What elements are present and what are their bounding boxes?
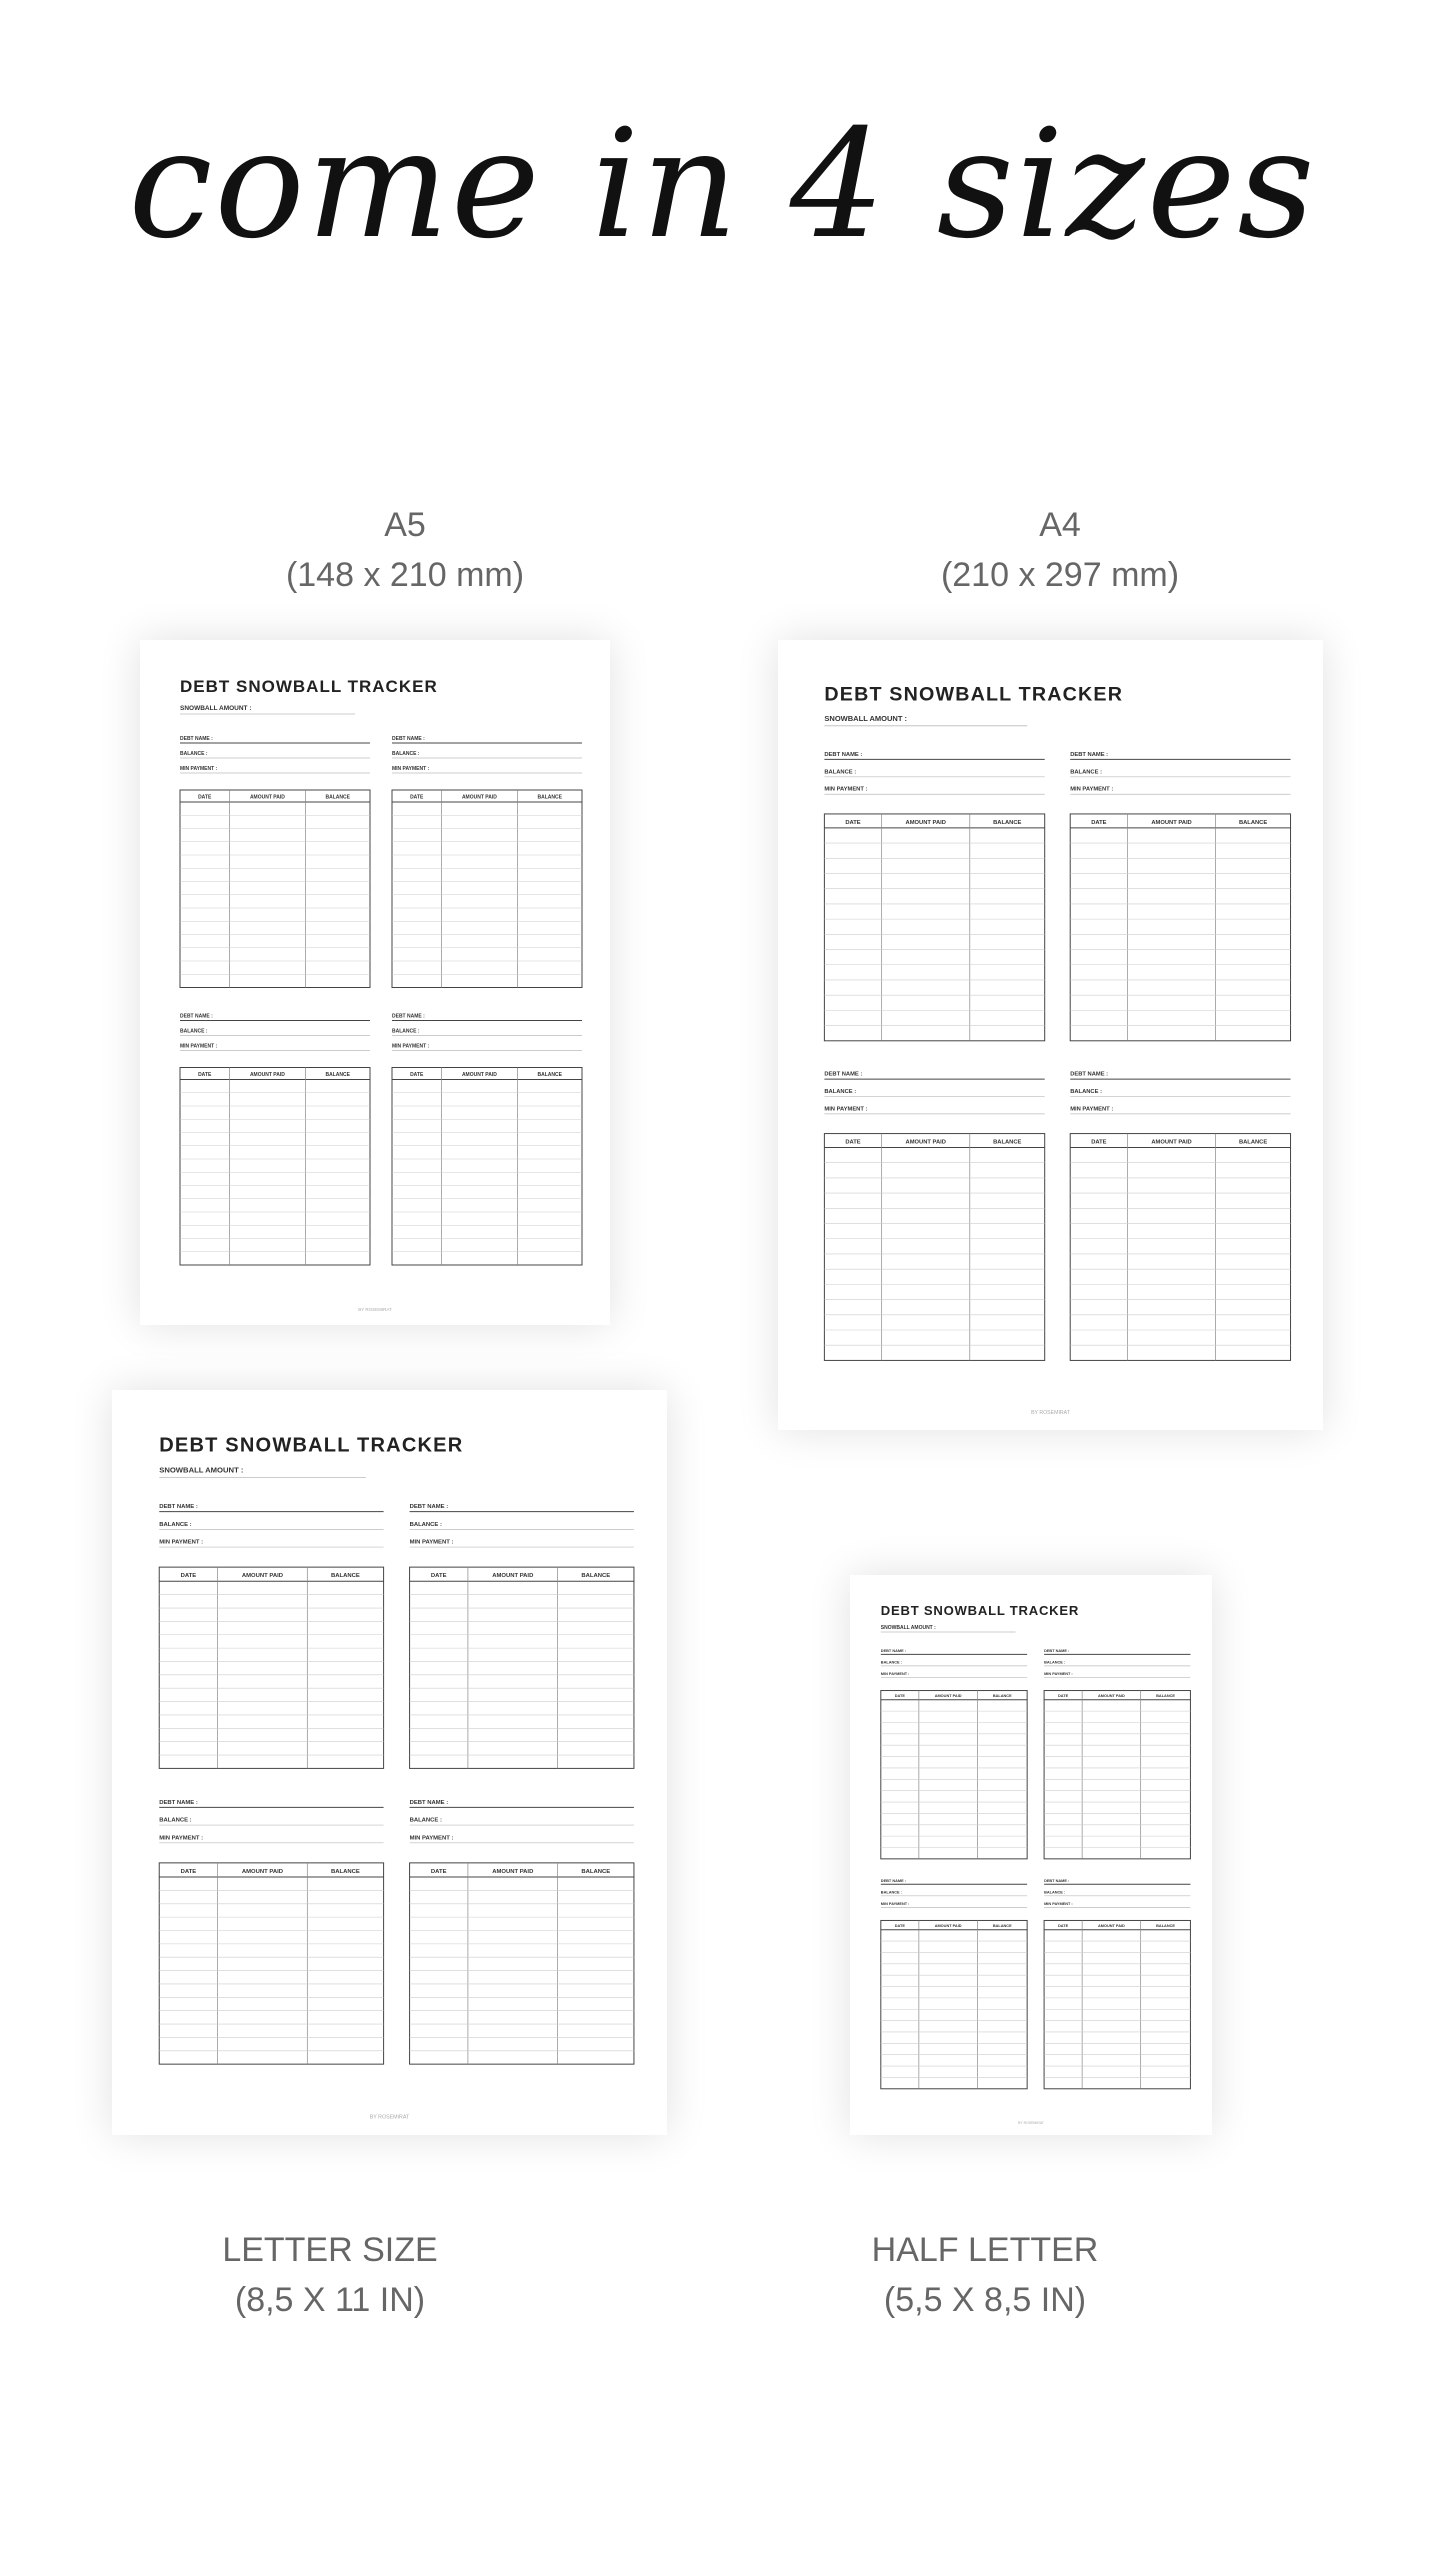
debt-field-label: DEBT NAME :: [180, 1013, 213, 1020]
col-amount-paid: AMOUNT PAID: [461, 1072, 497, 1078]
col-balance: BALANCE: [325, 794, 350, 801]
debt-field-label: MIN PAYMENT :: [1070, 1106, 1114, 1113]
snowball-amount-label: SNOWBALL AMOUNT :: [159, 1465, 244, 1475]
col-amount-paid: AMOUNT PAID: [249, 794, 285, 801]
tracker-footer: BY ROSEMIRAT: [1031, 1409, 1070, 1416]
size-label-a4: [910, 500, 1210, 600]
debt-field-label: MIN PAYMENT :: [824, 1106, 868, 1113]
debt-field-label: DEBT NAME :: [1044, 1649, 1070, 1654]
tracker-title: DEBT SNOWBALL TRACKER: [824, 683, 1124, 706]
debt-field-label: MIN PAYMENT :: [159, 1539, 204, 1546]
debt-field-label: MIN PAYMENT :: [159, 1835, 204, 1842]
debt-field-label: BALANCE :: [824, 769, 857, 776]
col-balance: BALANCE: [537, 794, 562, 801]
debt-field-label: MIN PAYMENT :: [880, 1902, 910, 1907]
size-name: A5: [384, 506, 426, 544]
col-balance: BALANCE: [325, 1072, 350, 1078]
size-dims: (148 x 210 mm): [285, 556, 525, 594]
tracker-page: [850, 1575, 1212, 2135]
col-amount-paid: AMOUNT PAID: [461, 794, 497, 801]
debt-field-label: BALANCE :: [409, 1817, 442, 1824]
col-amount-paid: AMOUNT PAID: [1097, 1924, 1125, 1929]
col-amount-paid: AMOUNT PAID: [934, 1694, 962, 1699]
col-balance: BALANCE: [1156, 1694, 1175, 1699]
debt-field-label: BALANCE :: [1070, 769, 1103, 776]
col-amount-paid: AMOUNT PAID: [1097, 1694, 1125, 1699]
payment-table: [1044, 1691, 1190, 1859]
sheet-half-letter: [850, 1575, 1212, 2135]
debt-field-label: DEBT NAME :: [824, 751, 863, 758]
debt-field-label: BALANCE :: [180, 751, 208, 757]
debt-field-label: DEBT NAME :: [1070, 751, 1109, 758]
col-amount-paid: AMOUNT PAID: [1151, 1139, 1192, 1146]
col-date: DATE: [180, 1573, 197, 1580]
debt-field-label: BALANCE :: [824, 1088, 857, 1095]
col-amount-paid: AMOUNT PAID: [249, 1072, 285, 1078]
tracker-page: [778, 640, 1323, 1430]
debt-field-label: MIN PAYMENT :: [180, 1043, 218, 1050]
tracker-page: [112, 1390, 667, 2135]
col-date: DATE: [1058, 1694, 1069, 1699]
payment-table: [180, 790, 370, 988]
payment-table: [392, 790, 582, 988]
debt-field-label: DEBT NAME :: [392, 736, 425, 742]
col-amount-paid: AMOUNT PAID: [1151, 819, 1192, 826]
size-name: LETTER SIZE: [222, 2231, 438, 2269]
col-date: DATE: [894, 1924, 905, 1929]
size-name: HALF LETTER: [871, 2231, 1099, 2269]
col-amount-paid: AMOUNT PAID: [905, 1139, 946, 1146]
payment-table: [1070, 1134, 1290, 1361]
col-balance: BALANCE: [1238, 819, 1268, 826]
size-dims: (8,5 X 11 IN): [234, 2281, 426, 2319]
tracker-title: DEBT SNOWBALL TRACKER: [880, 1603, 1080, 1619]
col-balance: BALANCE: [992, 1924, 1012, 1929]
col-balance: BALANCE: [581, 1868, 611, 1875]
payment-table: [881, 1691, 1027, 1859]
debt-field-label: BALANCE :: [1070, 1088, 1103, 1095]
payment-table: [1044, 1920, 1190, 2088]
debt-field-label: DEBT NAME :: [880, 1649, 907, 1654]
col-amount-paid: AMOUNT PAID: [241, 1868, 284, 1875]
debt-field-label: MIN PAYMENT :: [409, 1539, 454, 1546]
tracker-footer: BY ROSEMIRAT: [1018, 2121, 1044, 2126]
size-dims: (5,5 X 8,5 IN): [883, 2281, 1087, 2319]
col-balance: BALANCE: [1156, 1924, 1175, 1929]
payment-table: [410, 1567, 634, 1768]
debt-field-label: MIN PAYMENT :: [824, 786, 868, 793]
col-amount-paid: AMOUNT PAID: [905, 819, 946, 826]
debt-field-label: BALANCE :: [880, 1660, 902, 1665]
debt-field-label: DEBT NAME :: [880, 1878, 907, 1883]
col-balance: BALANCE: [1238, 1139, 1268, 1146]
debt-field-label: DEBT NAME :: [1070, 1071, 1109, 1078]
col-date: DATE: [894, 1694, 905, 1699]
debt-field-label: MIN PAYMENT :: [180, 766, 218, 772]
col-date: DATE: [1058, 1924, 1069, 1929]
debt-field-label: BALANCE :: [1044, 1660, 1066, 1665]
size-label-a5: [255, 500, 555, 600]
sheet-letter: [112, 1390, 667, 2135]
sheet-a5: [140, 640, 610, 1325]
col-date: DATE: [410, 1072, 424, 1078]
debt-field-label: BALANCE :: [159, 1817, 192, 1824]
payment-table: [180, 1068, 370, 1266]
debt-field-label: BALANCE :: [159, 1521, 192, 1528]
debt-field-label: DEBT NAME :: [392, 1013, 425, 1020]
col-amount-paid: AMOUNT PAID: [492, 1573, 534, 1580]
col-balance: BALANCE: [331, 1573, 360, 1580]
payment-table: [159, 1567, 383, 1768]
debt-field-label: DEBT NAME :: [1044, 1878, 1070, 1883]
payment-table: [1070, 814, 1290, 1041]
sheet-a4: [778, 640, 1323, 1430]
debt-field-label: DEBT NAME :: [180, 736, 213, 742]
col-date: DATE: [198, 1072, 212, 1078]
col-date: DATE: [845, 819, 861, 826]
size-label-half-letter: [815, 2225, 1155, 2325]
payment-table: [881, 1920, 1027, 2088]
debt-field-label: MIN PAYMENT :: [1044, 1672, 1073, 1677]
debt-field-label: BALANCE :: [392, 751, 420, 757]
size-label-letter: [160, 2225, 500, 2325]
debt-field-label: MIN PAYMENT :: [409, 1835, 454, 1842]
col-balance: BALANCE: [537, 1072, 562, 1078]
payment-table: [410, 1863, 634, 2064]
col-date: DATE: [430, 1573, 447, 1580]
tracker-footer: BY ROSEMIRAT: [369, 2114, 410, 2121]
col-amount-paid: AMOUNT PAID: [492, 1868, 534, 1875]
payment-table: [392, 1068, 582, 1266]
col-balance: BALANCE: [993, 1139, 1022, 1146]
debt-field-label: MIN PAYMENT :: [392, 1043, 430, 1050]
payment-table: [824, 1134, 1044, 1361]
debt-field-label: DEBT NAME :: [409, 1799, 449, 1806]
debt-field-label: MIN PAYMENT :: [880, 1672, 910, 1677]
debt-field-label: DEBT NAME :: [409, 1504, 449, 1511]
col-balance: BALANCE: [992, 1694, 1012, 1699]
debt-field-label: MIN PAYMENT :: [392, 766, 430, 772]
payment-table: [824, 814, 1044, 1041]
snowball-amount-label: SNOWBALL AMOUNT :: [880, 1624, 936, 1631]
debt-field-label: DEBT NAME :: [159, 1799, 198, 1806]
col-amount-paid: AMOUNT PAID: [241, 1573, 284, 1580]
col-amount-paid: AMOUNT PAID: [934, 1924, 962, 1929]
tracker-page: [140, 640, 610, 1325]
col-date: DATE: [180, 1868, 197, 1875]
col-balance: BALANCE: [993, 819, 1022, 826]
tracker-title: DEBT SNOWBALL TRACKER: [180, 677, 438, 696]
col-date: DATE: [410, 794, 424, 801]
tracker-title: DEBT SNOWBALL TRACKER: [159, 1434, 464, 1457]
payment-table: [159, 1863, 383, 2064]
col-date: DATE: [198, 794, 212, 801]
col-date: DATE: [845, 1139, 861, 1146]
col-date: DATE: [1091, 819, 1107, 826]
col-date: DATE: [1091, 1139, 1107, 1146]
debt-field-label: MIN PAYMENT :: [1070, 786, 1114, 793]
debt-field-label: BALANCE :: [1044, 1890, 1066, 1895]
col-balance: BALANCE: [581, 1573, 611, 1580]
debt-field-label: BALANCE :: [180, 1028, 208, 1035]
headline: come in 4 sizes: [128, 98, 1317, 272]
size-dims: (210 x 297 mm): [940, 556, 1180, 594]
tracker-footer: BY ROSEMIRAT: [358, 1307, 392, 1312]
snowball-amount-label: SNOWBALL AMOUNT :: [180, 705, 252, 712]
debt-field-label: BALANCE :: [392, 1028, 420, 1035]
size-name: A4: [1039, 506, 1081, 544]
snowball-amount-label: SNOWBALL AMOUNT :: [824, 714, 908, 724]
col-date: DATE: [430, 1868, 447, 1875]
debt-field-label: BALANCE :: [409, 1521, 442, 1528]
col-balance: BALANCE: [331, 1868, 360, 1875]
debt-field-label: MIN PAYMENT :: [1044, 1902, 1073, 1907]
debt-field-label: BALANCE :: [880, 1890, 902, 1895]
debt-field-label: DEBT NAME :: [159, 1504, 198, 1511]
debt-field-label: DEBT NAME :: [824, 1071, 863, 1078]
